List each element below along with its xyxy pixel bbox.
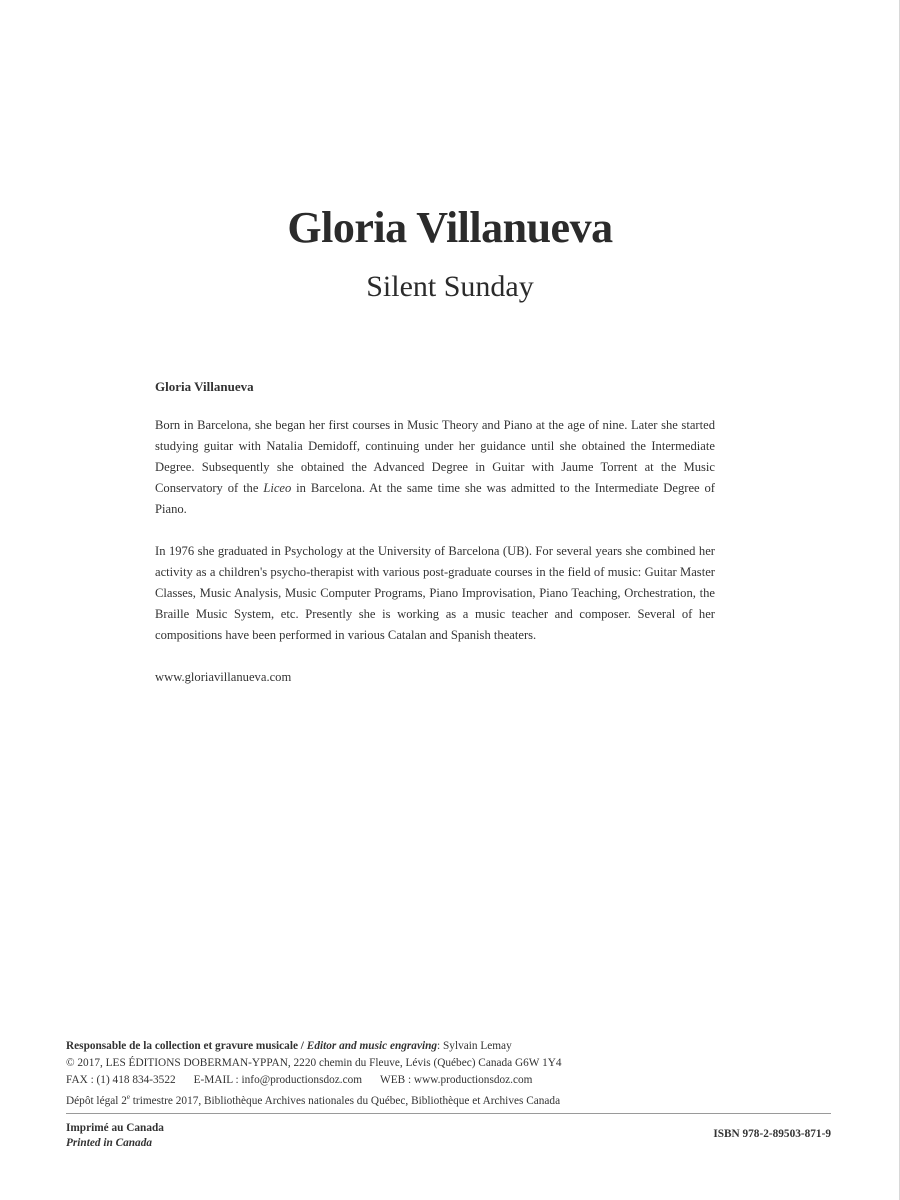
editor-sep: / bbox=[297, 1040, 307, 1052]
composer-website-link[interactable]: www.gloriavillanueva.com bbox=[155, 670, 292, 684]
email[interactable]: E-MAIL : info@productionsdoz.com bbox=[193, 1074, 363, 1086]
web[interactable]: WEB : www.productionsdoz.com bbox=[380, 1074, 533, 1086]
depot-text-end: trimestre 2017, Bibliothèque Archives nationales du Québec, Bibliothèque et Archives Canada bbox=[129, 1094, 561, 1107]
editor-name: : Sylvain Lemay bbox=[437, 1040, 512, 1052]
depot-text: Dépôt légal 2 bbox=[66, 1094, 127, 1107]
bio-p1-text: Born in Barcelona, she began her first courses in Music Theory and Piano at the age of nine. Later she started studying guitar with Natalia Demidoff, continuing under her guidance until she obtained the Intermediate Degree. Subsequently she obtained the Advanced Degree in Guitar with Jaume Torrent at the Music Conservatory of the bbox=[155, 418, 715, 495]
composer-name: Gloria Villanueva bbox=[287, 203, 613, 252]
biography bbox=[155, 376, 715, 688]
bio-paragraph-2: In 1976 she graduated in Psychology at the University of Barcelona (UB). For several years she combined her activity as a children's psycho-therapist with various post-graduate courses in the field of music: Guitar Master Classes, Music Analysis, Music Computer Programs, Piano Improvisation, Piano Teaching, Orchestration, the Braille Music System, etc. Presently she is working as a music teacher and composer. Several of her compositions have been performed in various Catalan and Spanish theaters. bbox=[155, 544, 715, 642]
copyright-line: © 2017, LES ÉDITIONS DOBERMAN-YPPAN, 2220 chemin du Fleuve, Lévis (Québec) Canada G6W 1Y4 bbox=[66, 1057, 562, 1069]
piece-title: Silent Sunday bbox=[366, 270, 534, 303]
editor-label-fr: Responsable de la collection et gravure musicale bbox=[66, 1040, 298, 1052]
printed-en: Printed in Canada bbox=[66, 1137, 153, 1149]
bio-paragraph-1 bbox=[155, 415, 715, 520]
bio-heading: Gloria Villanueva bbox=[155, 379, 254, 394]
fax: FAX : (1) 418 834-3522 bbox=[66, 1074, 176, 1086]
printed-in bbox=[66, 1121, 164, 1151]
publisher-credits bbox=[66, 1038, 746, 1110]
bio-p1-italic: Liceo bbox=[263, 481, 292, 495]
bio-p1-text-end: in Barcelona. At the same time she was admitted to the Intermediate Degree of Piano. bbox=[155, 481, 715, 516]
legal-deposit-line bbox=[66, 1089, 746, 1110]
isbn: ISBN 978-2-89503-871-9 bbox=[713, 1128, 831, 1140]
contact-line bbox=[66, 1072, 746, 1089]
footer-divider bbox=[66, 1113, 831, 1114]
editor-label-en: Editor and music engraving bbox=[306, 1040, 438, 1052]
editor-line bbox=[66, 1038, 746, 1055]
depot-sup: e bbox=[126, 1093, 130, 1101]
printed-fr: Imprimé au Canada bbox=[66, 1122, 164, 1134]
